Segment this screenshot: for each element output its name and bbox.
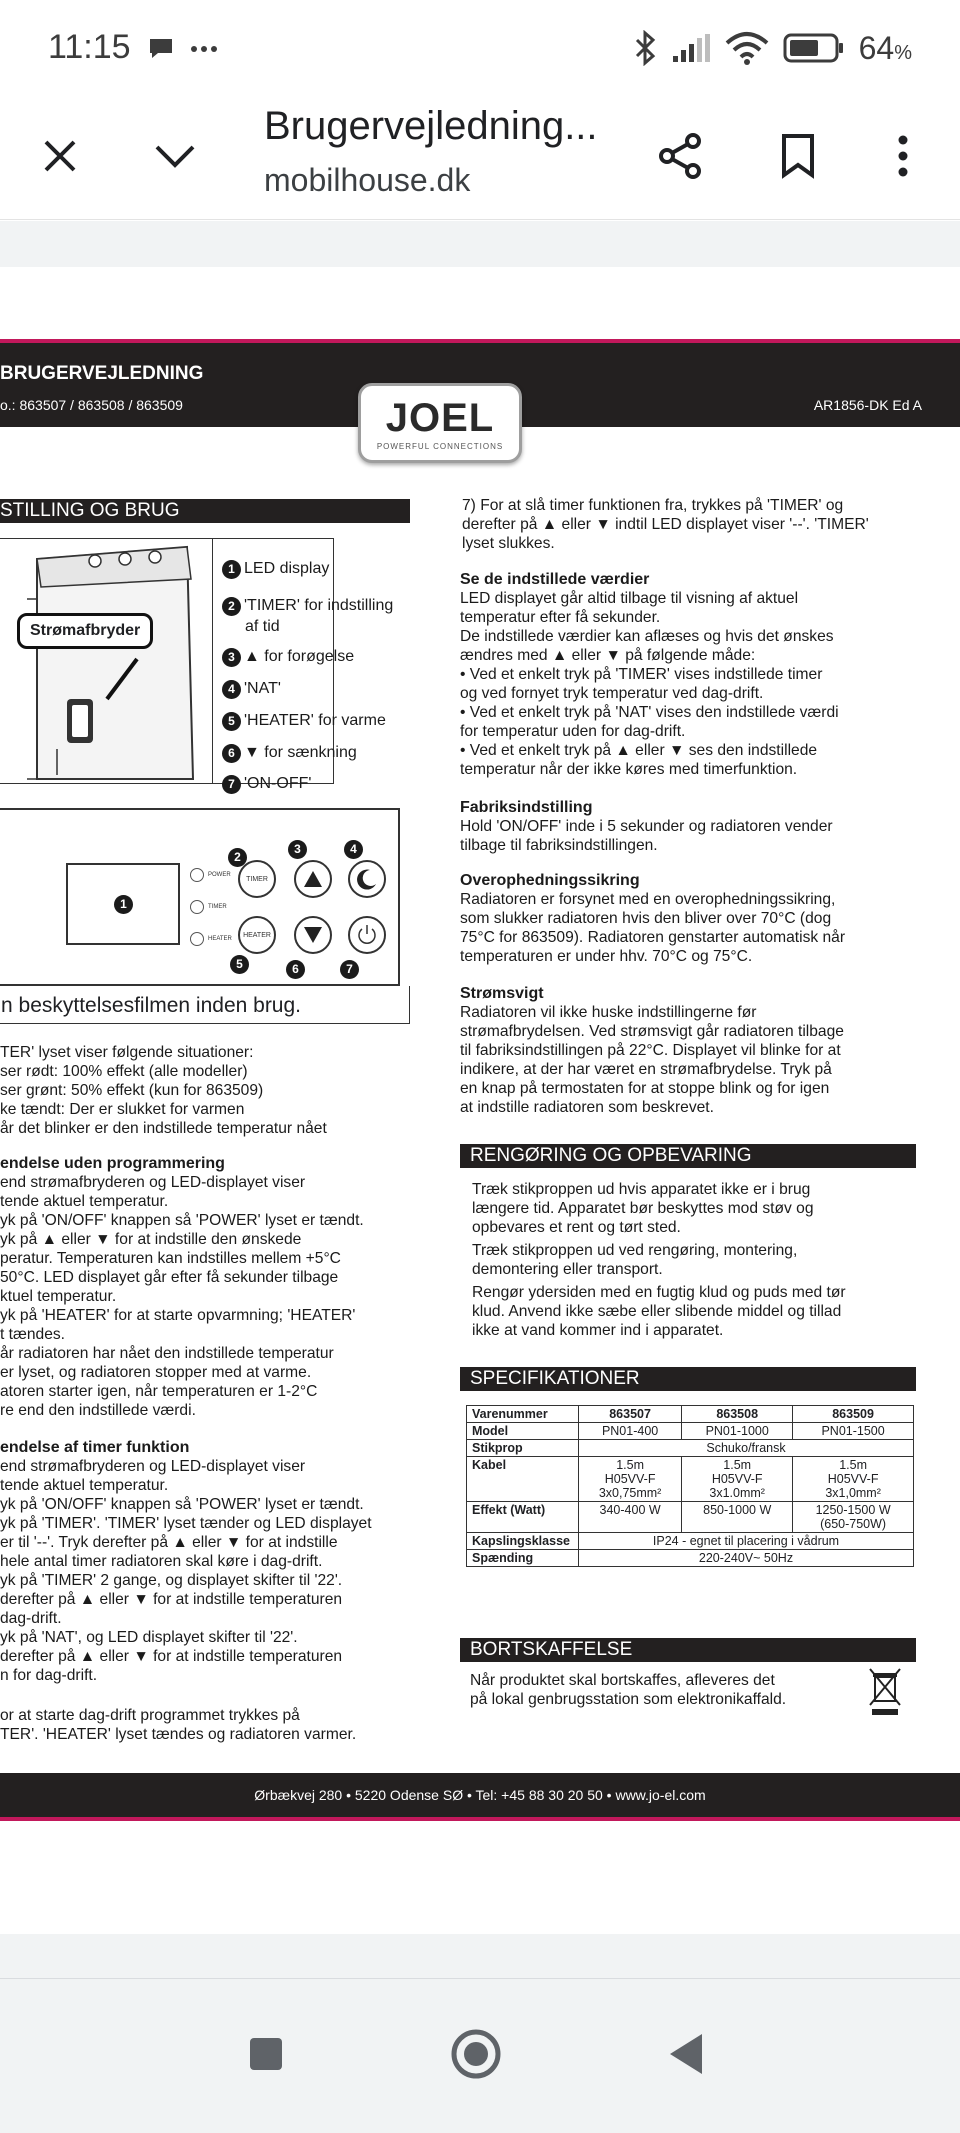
down-button [294,916,332,954]
share-icon [657,133,703,179]
document-page [0,267,960,1934]
led-heater [190,932,204,946]
day-mode-text: or at starte dag-drift programmet trykkes på TER'. 'HEATER' lyset tændes og radiatoren varmer. [0,1707,357,1743]
onoff-button [348,916,386,954]
doc-title: BRUGERVEJLEDNING [0,363,204,384]
section-installation-title: STILLING OG BRUG [0,500,180,521]
signal-icon [671,32,711,64]
legend-item-3: 3 ▲ for forøgelse [222,648,354,667]
section-disposal [460,1638,916,1662]
control-panel-figure [0,808,400,986]
table-row: Stikprop Schuko/fransk [467,1440,914,1457]
logo-brand: JOEL [385,396,495,440]
product-figure [0,538,214,784]
back-icon [668,2032,704,2076]
section-disposal-title: BORTSKAFFELSE [470,1639,633,1660]
doc-models: o.: 863507 / 863508 / 863509 [0,397,183,413]
see-values-text: LED displayet går altid tilbage til visning af aktuel temperatur efter få sekunder. De indstillede værdier kan aflæses og hvis det ønskes ændres med ▲ eller ▼ på følgende måde: • Ved et enkelt tryk på 'TIMER' vises indstillede timer og ved fornyet tryk temperatur ved dag-drift. • Ved et enkelt tryk på 'NAT' vises den indstillede værdi for temperatur uden for dag-drift. • Ved et enkelt tryk på ▲ eller ▼ ses den indstillede temperatur når der ikke køres med timerfunktion. [460,590,839,778]
film-note-box [0,986,410,1024]
led-heater-label: HEATER [208,936,232,942]
doc-code: AR1856-DK Ed A [813,397,922,413]
status-right [633,26,912,70]
section-specifications-title: SPECIFIKATIONER [470,1368,640,1389]
chevron-down-icon [153,141,197,171]
back-button[interactable] [656,2024,716,2084]
legend-item-5: 5 'HEATER' for varme [222,712,386,731]
timer-button: TIMER [238,860,276,898]
battery-icon [783,32,845,64]
callout-7: 7 [340,960,359,979]
recent-apps-icon [248,2036,284,2072]
led-power-label: POWER [208,872,231,878]
heading-without-programming: endelse uden programmering [0,1155,225,1172]
led-timer-label: TIMER [208,904,227,910]
viewer-margin-bottom [0,1934,960,1978]
close-button[interactable] [30,126,90,186]
joel-logo [358,383,522,463]
legend-item-2b: af tid [245,618,280,635]
heater-drawing [0,539,211,781]
menu-button[interactable] [873,126,933,186]
chat-bubble-icon [146,33,176,63]
legend-item-4: 4 'NAT' [222,680,281,699]
legend-item-2: 2 'TIMER' for indstilling [222,597,393,616]
overheating-text: Radiatoren er forsynet med en overophedningssikring, som slukker radiatoren hvis den bliver over 70°C (dog 75°C for 863509). Radiatoren genstarter automatisk når temperaturen er under hhv. 70°C og 75°C. [460,891,846,965]
legend-item-6: 6 ▼ for sænkning [222,744,357,763]
legend-item-7: 7 'ON-OFF' [222,775,311,794]
wifi-icon [725,31,769,65]
bookmark-icon [780,133,816,179]
section-cleaning [460,1144,916,1168]
callout-5: 5 [230,955,249,974]
status-bar [0,0,960,96]
table-row: Kabel 1.5m H05VV-F 3x0,75mm² 1.5m H05VV-F 3x1.0mm² 1.5m H05VV-F 3x1,0mm² [467,1457,914,1502]
night-button [348,860,386,898]
browser-toolbar [0,96,960,220]
section-specifications [460,1367,916,1391]
page-title[interactable]: Brugervejledning... [264,104,598,148]
section-installation [0,499,410,523]
cleaning-text: Træk stikproppen ud hvis apparatet ikke er i brug længere tid. Apparatet bør beskyttes mod støv og opbevares et rent og tørt sted. Træk stikproppen ud ved rengøring, montering, demontering eller transport. Rengør ydersiden med en fugtig klud og puds med tør klud. Anvend ikke sæbe eller slibende middel og tillad ikke at vand kommer ind i apparatet. [472,1181,846,1339]
callout-4: 4 [344,840,363,859]
moon-icon [356,868,378,890]
led-display: 1 [66,863,180,945]
callout-6: 6 [286,960,305,979]
legend-item-1: 1 LED display [222,560,329,579]
more-vert-icon [897,134,909,178]
heading-timer-function: endelse af timer funktion [0,1439,190,1456]
power-switch-label: Strømafbryder [17,613,153,649]
crossed-bin-icon [868,1667,902,1717]
viewer-margin-top [0,221,960,267]
timer-function-text: end strømafbryderen og LED-displayet viser tende aktuel temperatur. yk på 'ON/OFF' knappen så 'POWER' lyset er tændt. yk på 'TIMER'. 'TIMER' lyset tænder og LED displayet er til '--'. Tryk derefter på ▲ eller ▼ for at indstille hele antal timer radiatoren skal køre i dag-drift. yk på 'TIMER' 2 gange, og displayet skifter til '22'. derefter på ▲ eller ▼ for at indstille temperaturen dag-drift. yk på 'NAT', og LED displayet skifter til '22'. derefter på ▲ eller ▼ for at indstille temperaturen n for dag-drift. [0,1458,372,1684]
triangle-up-icon [303,870,323,888]
light-situations-text: TER' lyset viser følgende situationer: ser rødt: 100% effekt (alle modeller) ser grønt: 50% effekt (kun for 863509) ke tændt: Der er slukket for varmen år det blinker er den indstillede temperatur nået [0,1044,327,1137]
heading-power-failure: Strømsvigt [460,985,544,1002]
timer-off-text: 7) For at slå timer funktionen fra, trykkes på 'TIMER' og derefter på ▲ eller ▼ indtil LED displayet viser '--'. 'TIMER' lyset slukkes. [462,497,869,552]
page-url[interactable]: mobilhouse.dk [264,162,471,198]
expand-button[interactable] [145,126,205,186]
status-notification-icons [146,30,220,64]
table-row: Kapslingsklasse IP24 - egnet til placering i vådrum [467,1533,914,1550]
table-row: Effekt (Watt) 340-400 W 850-1000 W 1250-1500 W (650-750W) [467,1502,914,1533]
heading-factory-setting: Fabriksindstilling [460,799,593,816]
callout-2: 2 [228,848,247,867]
battery-level: 64% [858,29,912,66]
film-note: n beskyttelsesfilmen inden brug. [1,994,301,1017]
heading-see-values: Se de indstillede værdier [460,571,650,588]
disposal-text: Når produktet skal bortskaffes, afleveres det på lokal genbrugsstation som elektronikaffald. [470,1672,787,1708]
triangle-down-icon [303,926,323,944]
table-row: Model PN01-400 PN01-1000 PN01-1500 [467,1423,914,1440]
led-timer [190,900,204,914]
share-button[interactable] [650,126,710,186]
callout-3: 3 [288,840,307,859]
status-time: 11:15 [48,28,131,66]
led-power [190,868,204,882]
close-icon [42,138,78,174]
up-button [294,860,332,898]
home-button[interactable] [446,2024,506,2084]
power-icon [356,924,378,946]
bluetooth-icon [633,30,657,66]
section-cleaning-title: RENGØRING OG OPBEVARING [470,1145,752,1166]
power-failure-text: Radiatoren vil ikke huske indstillingerne før strømafbrydelsen. Ved strømsvigt går radiatoren tilbage til fabriksindstillingen på 22°C. Displayet vil blinke for at indikere, at der har været en strømafbrydelse. Tryk på en knap på termostaten for at stoppe blink og for igen at indstille radiatoren som beskrevet. [460,1004,844,1116]
more-dots-icon [188,33,220,63]
table-row: Spænding 220-240V~ 50Hz [467,1550,914,1567]
heater-button: HEATER [238,916,276,954]
heading-overheating: Overophedningssikring [460,872,640,889]
factory-setting-text: Hold 'ON/OFF' inde i 5 sekunder og radiatoren vender tilbage til fabriksindstillingen. [460,818,833,854]
recent-apps-button[interactable] [236,2024,296,2084]
spec-table [466,1405,914,1567]
logo-tagline: POWERFUL CONNECTIONS [376,442,504,451]
home-icon [450,2028,502,2080]
bookmark-button[interactable] [768,126,828,186]
system-nav-bar [0,1978,960,2133]
table-row: Varenummer 863507 863508 863509 [467,1406,914,1423]
without-programming-text: end strømafbryderen og LED-displayet viser tende aktuel temperatur. yk på 'ON/OFF' knappen så 'POWER' lyset er tændt. yk på ▲ eller ▼ for at indstille den ønskede peratur. Temperaturen kan indstilles mellem +5°C 50°C. LED displayet går efter få sekunder tilbage ktuel temperatur. yk på 'HEATER' for at starte opvarmning; 'HEATER' t tændes. år radiatoren har nået den indstillede temperatur er lyset, og radiatoren stopper med at varme. atoren starter igen, når temperaturen er 1-2°C re end den indstillede værdi. [0,1174,364,1419]
document-footer: Ørbækvej 280 • 5220 Odense SØ • Tel: +45 88 30 20 50 • www.jo-el.com [0,1773,960,1821]
